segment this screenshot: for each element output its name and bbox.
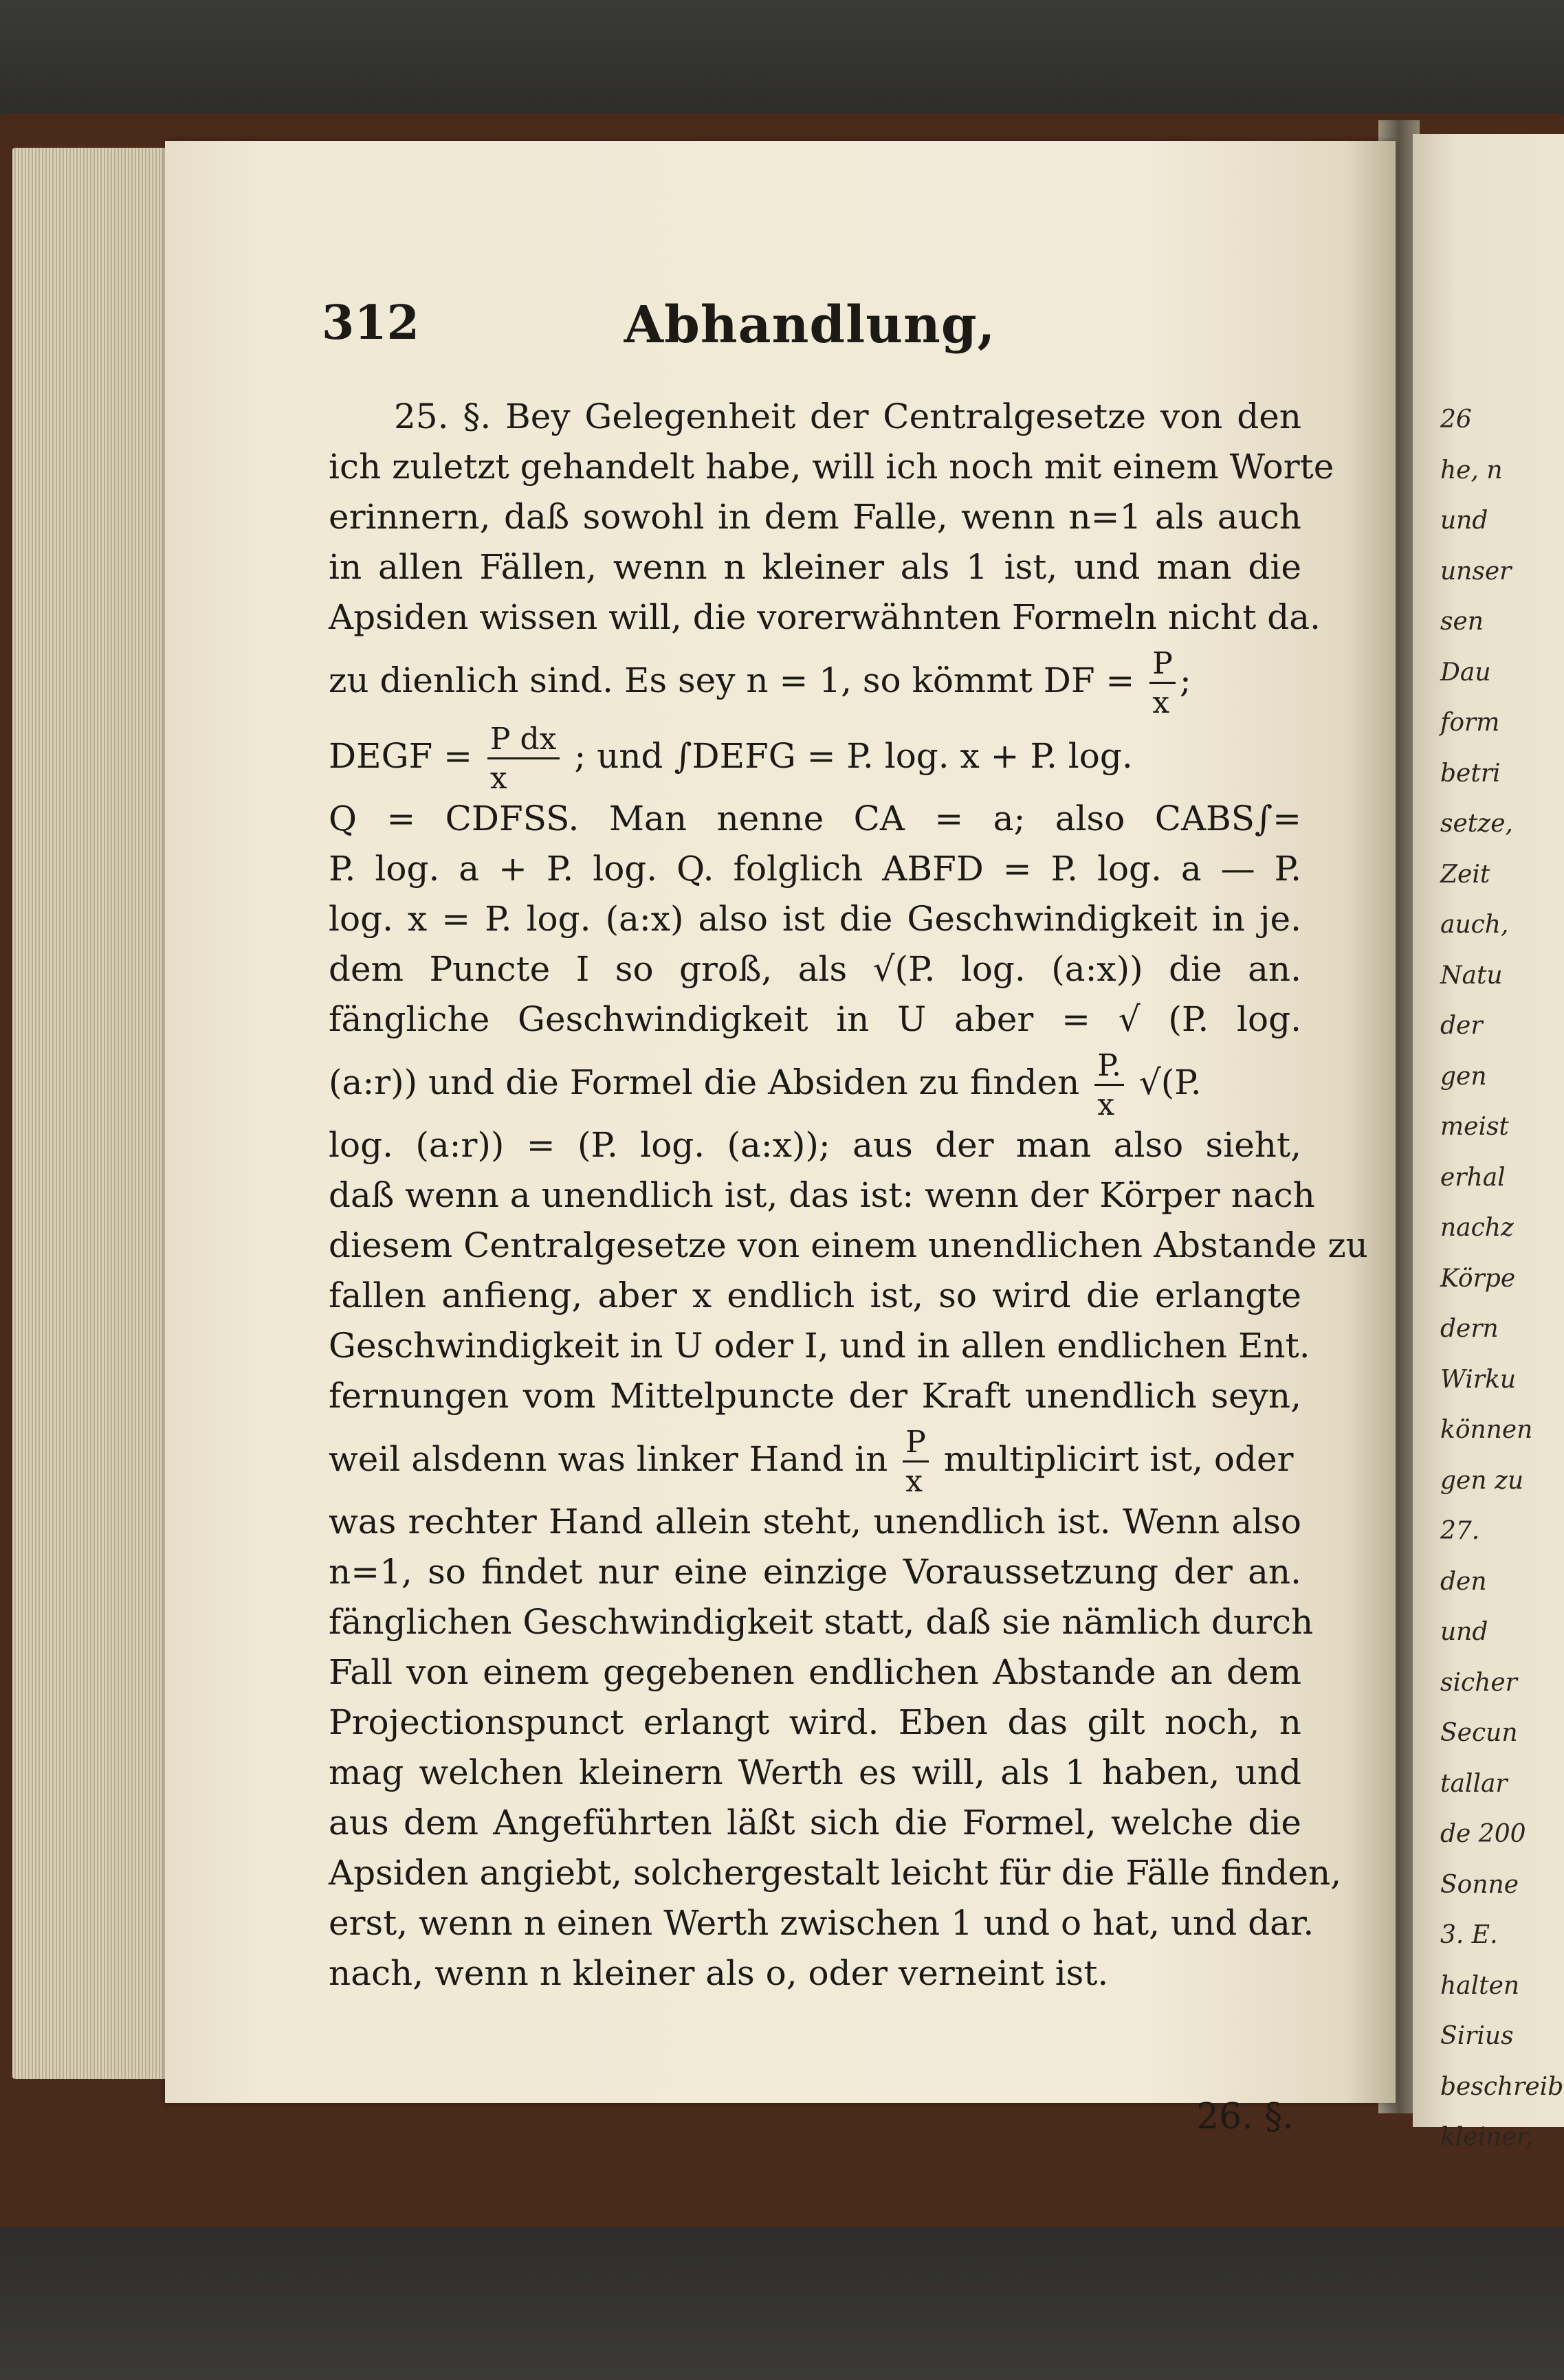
facing-page-fragment: Körpe bbox=[1440, 1264, 1516, 1293]
text-line: fallen anfieng, aber x endlich ist, so wird die erlangte bbox=[329, 1276, 1301, 1315]
text-line: Q = CDFSS. Man nenne CA = a; also CABS∫= bbox=[329, 799, 1301, 838]
facing-page-fragment: meist bbox=[1440, 1113, 1509, 1141]
facing-page-fragment: Zeit bbox=[1440, 860, 1490, 889]
background-bottom bbox=[0, 2227, 1564, 2380]
fraction bbox=[1094, 1047, 1124, 1122]
facing-page-fragment: Wirku bbox=[1440, 1365, 1517, 1394]
facing-page-fragment: 3. E. bbox=[1440, 1921, 1498, 1949]
fraction-denominator: x bbox=[1097, 1087, 1115, 1122]
fraction-numerator: P bbox=[1149, 649, 1176, 684]
text-line: P. log. a + P. log. Q. folglich ABFD = P. log. a — P. bbox=[329, 849, 1301, 889]
facing-page-fragment: 26 bbox=[1440, 405, 1472, 434]
text-line: erinnern, daß sowohl in dem Falle, wenn n=1 als auch bbox=[329, 497, 1301, 537]
background-top bbox=[0, 0, 1564, 120]
fraction-denominator: x bbox=[1152, 685, 1170, 720]
facing-page-fragment: unser bbox=[1440, 557, 1512, 586]
facing-page-fragment: tallar bbox=[1440, 1769, 1508, 1798]
text-line: was rechter Hand allein steht, unendlich ist. Wenn also bbox=[329, 1502, 1301, 1542]
body-text bbox=[329, 392, 1368, 1999]
facing-page-fragment: den bbox=[1440, 1567, 1487, 1596]
text-line: 25. §. Bey Gelegenheit der Centralgesetze von den bbox=[394, 397, 1301, 436]
facing-page-fragment: Sonne bbox=[1440, 1870, 1519, 1899]
facing-page-fragment: nachz bbox=[1440, 1214, 1514, 1242]
text-line: erst, wenn n einen Werth zwischen 1 und o hat, und dar. bbox=[329, 1903, 1314, 1943]
facing-page-fragment: sicher bbox=[1440, 1668, 1517, 1697]
facing-page-fragment: Natu bbox=[1440, 961, 1503, 990]
text-line: Fall von einem gegebenen endlichen Abstande an dem bbox=[329, 1652, 1301, 1692]
facing-page-fragment: dern bbox=[1440, 1315, 1499, 1343]
facing-page-fragment: setze, bbox=[1440, 810, 1513, 838]
fraction bbox=[1149, 645, 1176, 720]
text-line: (a:r)) und die Formel die Absiden zu finden bbox=[329, 1063, 1080, 1102]
facing-page-fragment: de 200 bbox=[1440, 1820, 1526, 1848]
text-line-with-fraction bbox=[329, 1045, 1301, 1120]
facing-page-fragment: gen bbox=[1440, 1062, 1487, 1091]
facing-page-fragment: halten bbox=[1440, 1971, 1520, 2000]
text-line: aus dem Angeführten läßt sich die Formel, welche die bbox=[329, 1803, 1301, 1843]
fraction-tail: ; bbox=[1179, 660, 1191, 700]
text-line: zu dienlich sind. Es sey n = 1, so kömmt DF = bbox=[329, 660, 1135, 700]
facing-page-fragment: können bbox=[1440, 1416, 1533, 1444]
fraction bbox=[903, 1424, 929, 1499]
facing-page-fragment: he, n bbox=[1440, 456, 1503, 485]
text-line: mag welchen kleinern Werth es will, als 1 haben, und bbox=[329, 1753, 1301, 1792]
running-title: Abhandlung, bbox=[624, 296, 996, 355]
fraction-denominator: x bbox=[905, 1463, 923, 1499]
fraction-numerator: P bbox=[903, 1427, 929, 1463]
text-line: daß wenn a unendlich ist, das ist: wenn der Körper nach bbox=[329, 1175, 1315, 1215]
text-line: Apsiden angiebt, solchergestalt leicht für die Fälle finden, bbox=[329, 1853, 1342, 1893]
facing-page-fragment: und bbox=[1440, 1618, 1488, 1646]
facing-page-fragment: kleiner, bbox=[1440, 2123, 1534, 2151]
facing-page-fragment: der bbox=[1440, 1012, 1483, 1040]
text-line: fernungen vom Mittelpuncte der Kraft unendlich seyn, bbox=[329, 1376, 1301, 1416]
text-line-with-fraction bbox=[329, 643, 1301, 718]
text-line: Projectionspunct erlangt wird. Eben das gilt noch, n bbox=[329, 1702, 1301, 1742]
text-line-with-fraction bbox=[329, 718, 1301, 794]
text-line: fängliche Geschwindigkeit in U aber = √ (P. log. bbox=[329, 999, 1301, 1039]
facing-page-fragment: 27. bbox=[1440, 1517, 1480, 1545]
text-line: Apsiden wissen will, die vorerwähnten Formeln nicht da. bbox=[329, 597, 1321, 637]
catchword: 26. §. bbox=[1196, 2096, 1294, 2137]
text-line: fänglichen Geschwindigkeit statt, daß sie nämlich durch bbox=[329, 1602, 1314, 1642]
text-line: in allen Fällen, wenn n kleiner als 1 ist, und man die bbox=[329, 547, 1301, 587]
text-line: log. (a:r)) = (P. log. (a:x)); aus der man also sieht, bbox=[329, 1125, 1301, 1165]
text-line: diesem Centralgesetze von einem unendlichen Abstande zu bbox=[329, 1225, 1368, 1265]
fraction-denominator: x bbox=[489, 760, 507, 796]
fraction bbox=[487, 721, 560, 796]
fraction-numerator: P. bbox=[1094, 1051, 1124, 1086]
facing-page-fragment: beschreib bbox=[1440, 2072, 1564, 2101]
facing-page-fragment: und bbox=[1440, 507, 1488, 535]
page-edges bbox=[12, 148, 170, 2079]
text-line: ich zuletzt gehandelt habe, will ich noch mit einem Worte bbox=[329, 447, 1334, 487]
text-line: dem Puncte I so groß, als √(P. log. (a:x)) die an. bbox=[329, 949, 1301, 989]
text-line: nach, wenn n kleiner als o, oder verneint ist. bbox=[329, 1953, 1109, 1993]
text-line: weil alsdenn was linker Hand in bbox=[329, 1439, 888, 1479]
facing-page-fragment: Sirius bbox=[1440, 2022, 1514, 2050]
text-line: Geschwindigkeit in U oder I, und in allen endlichen Ent. bbox=[329, 1326, 1310, 1366]
text-line: multiplicirt ist, oder bbox=[943, 1439, 1294, 1479]
facing-page-fragment: Dau bbox=[1440, 658, 1491, 687]
facing-page-fragment: Secun bbox=[1440, 1719, 1518, 1747]
facing-page-fragment: form bbox=[1440, 709, 1500, 737]
facing-page-fragment: erhal bbox=[1440, 1163, 1506, 1192]
facing-page-fragment: betri bbox=[1440, 759, 1501, 788]
text-line: n=1, so findet nur eine einzige Voraussetzung der an. bbox=[329, 1552, 1301, 1592]
page-number: 312 bbox=[322, 296, 419, 351]
facing-page-fragment: auch, bbox=[1440, 911, 1509, 939]
facing-page-fragment: gen zu bbox=[1440, 1466, 1524, 1495]
text-line: log. x = P. log. (a:x) also ist die Geschwindigkeit in je. bbox=[329, 899, 1301, 939]
facing-page-fragment: sen bbox=[1440, 608, 1484, 636]
text-line: DEGF = bbox=[329, 736, 473, 776]
page-header bbox=[322, 296, 1298, 371]
facing-page bbox=[1413, 134, 1564, 2151]
text-line-with-fraction bbox=[329, 1421, 1301, 1497]
text-line: ; und ∫DEFG = P. log. x + P. log. bbox=[574, 736, 1133, 776]
fraction-numerator: P dx bbox=[487, 724, 560, 759]
text-line: √(P. bbox=[1138, 1063, 1202, 1102]
